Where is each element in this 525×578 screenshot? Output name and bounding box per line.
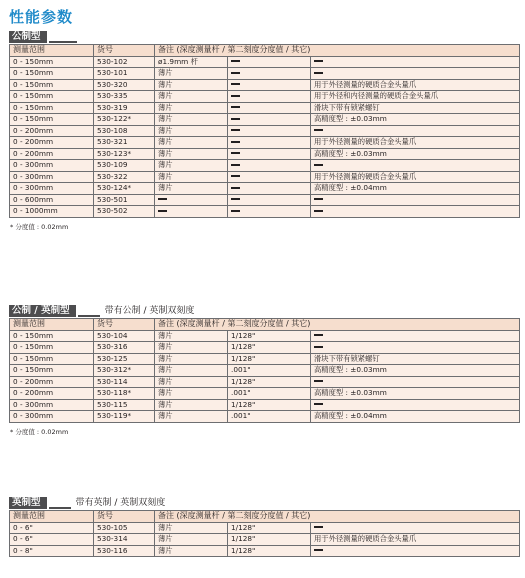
cell-second-scale: 1/128"	[228, 353, 311, 365]
cell-code: 530-108	[94, 125, 155, 137]
dash-mark	[231, 60, 240, 62]
cell-range: 0 - 200mm	[10, 376, 94, 388]
cell-other	[311, 206, 520, 218]
cell-depth-rod: 薄片	[155, 125, 228, 137]
dash-mark	[314, 164, 323, 166]
dash-mark	[231, 198, 240, 200]
cell-second-scale	[228, 148, 311, 160]
cell-second-scale: 1/128"	[228, 534, 311, 546]
section-subtitle: 带有英制 / 英制双刻度	[75, 498, 166, 508]
cell-range: 0 - 150mm	[10, 353, 94, 365]
cell-code: 530-114	[94, 376, 155, 388]
dash-mark	[231, 72, 240, 74]
cell-range: 0 - 200mm	[10, 137, 94, 149]
cell-other	[311, 399, 520, 411]
cell-depth-rod: 薄片	[155, 522, 228, 534]
cell-code: 530-316	[94, 342, 155, 354]
cell-code: 530-123*	[94, 148, 155, 160]
cell-range: 0 - 300mm	[10, 399, 94, 411]
cell-second-scale: 1/128"	[228, 342, 311, 354]
dash-mark	[231, 95, 240, 97]
cell-second-scale	[228, 125, 311, 137]
cell-second-scale	[228, 102, 311, 114]
table-row	[10, 342, 520, 354]
dash-mark	[231, 129, 240, 131]
cell-other	[311, 342, 520, 354]
header-range: 测量范围	[10, 45, 94, 57]
dash-mark	[314, 549, 323, 551]
cell-second-scale	[228, 160, 311, 172]
cell-range: 0 - 150mm	[10, 102, 94, 114]
cell-depth-rod: 薄片	[155, 399, 228, 411]
cell-other: 高精度型 : ±0.03mm	[311, 388, 520, 400]
cell-code: 530-119*	[94, 411, 155, 423]
cell-code: 530-122*	[94, 114, 155, 126]
table-header-row	[10, 319, 520, 331]
cell-second-scale: 1/128"	[228, 522, 311, 534]
cell-code: 530-125	[94, 353, 155, 365]
cell-range: 0 - 200mm	[10, 388, 94, 400]
table-row	[10, 353, 520, 365]
cell-range: 0 - 150mm	[10, 365, 94, 377]
cell-other: 滑块下带有锁紧螺钉	[311, 102, 520, 114]
cell-other	[311, 125, 520, 137]
cell-second-scale: .001"	[228, 388, 311, 400]
cell-depth-rod: 薄片	[155, 365, 228, 377]
dash-mark	[231, 175, 240, 177]
cell-second-scale	[228, 194, 311, 206]
section-heading	[9, 304, 519, 317]
cell-depth-rod: 薄片	[155, 353, 228, 365]
footnote: * 分度值 : 0.02mm	[10, 222, 69, 231]
cell-second-scale: 1/128"	[228, 330, 311, 342]
table-row	[10, 399, 520, 411]
table-header-row	[10, 511, 520, 523]
cell-depth-rod: 薄片	[155, 137, 228, 149]
dash-mark	[314, 334, 323, 336]
cell-code: 530-101	[94, 68, 155, 80]
cell-other	[311, 160, 520, 172]
section-metric	[9, 30, 519, 231]
dash-mark	[314, 72, 323, 74]
cell-depth-rod: 薄片	[155, 68, 228, 80]
section-tag: 公制 / 英制型	[9, 305, 76, 317]
cell-second-scale	[228, 137, 311, 149]
table-row	[10, 68, 520, 80]
cell-depth-rod: 薄片	[155, 342, 228, 354]
header-range: 测量范围	[10, 319, 94, 331]
cell-depth-rod	[155, 206, 228, 218]
table-row	[10, 330, 520, 342]
dash-mark	[314, 60, 323, 62]
dash-mark	[231, 141, 240, 143]
cell-code: 530-502	[94, 206, 155, 218]
dash-mark	[231, 118, 240, 120]
cell-other: 用于外径测量的硬质合金头量爪	[311, 79, 520, 91]
section-underline	[78, 315, 100, 317]
cell-code: 530-335	[94, 91, 155, 103]
cell-depth-rod: 薄片	[155, 102, 228, 114]
header-remark: 备注 (深度测量杆 / 第二刻度分度值 / 其它)	[155, 45, 520, 57]
cell-depth-rod: ø1.9mm 杆	[155, 56, 228, 68]
table-row	[10, 160, 520, 172]
cell-second-scale: 1/128"	[228, 376, 311, 388]
spec-table	[9, 510, 520, 557]
table-row	[10, 411, 520, 423]
cell-other	[311, 194, 520, 206]
cell-other	[311, 68, 520, 80]
cell-code: 530-116	[94, 545, 155, 557]
cell-range: 0 - 200mm	[10, 148, 94, 160]
cell-range: 0 - 150mm	[10, 56, 94, 68]
table-row	[10, 194, 520, 206]
cell-depth-rod: 薄片	[155, 171, 228, 183]
dash-mark	[314, 403, 323, 405]
cell-other: 高精度型 : ±0.04mm	[311, 411, 520, 423]
table-row	[10, 365, 520, 377]
spec-table	[9, 44, 520, 218]
cell-other: 高精度型 : ±0.04mm	[311, 183, 520, 195]
cell-other: 高精度型 : ±0.03mm	[311, 114, 520, 126]
cell-range: 0 - 300mm	[10, 171, 94, 183]
header-code: 货号	[94, 319, 155, 331]
cell-depth-rod: 薄片	[155, 183, 228, 195]
cell-code: 530-314	[94, 534, 155, 546]
section-underline	[49, 41, 77, 43]
cell-depth-rod	[155, 194, 228, 206]
cell-depth-rod: 薄片	[155, 330, 228, 342]
cell-range: 0 - 150mm	[10, 330, 94, 342]
section-inch	[9, 496, 519, 557]
cell-range: 0 - 200mm	[10, 125, 94, 137]
table-row	[10, 171, 520, 183]
section-metric-inch	[9, 304, 519, 436]
header-code: 货号	[94, 511, 155, 523]
section-subtitle: 带有公制 / 英制双刻度	[104, 306, 195, 316]
cell-range: 0 - 150mm	[10, 114, 94, 126]
section-tag: 英制型	[9, 497, 47, 509]
cell-code: 530-124*	[94, 183, 155, 195]
dash-mark	[314, 210, 323, 212]
cell-range: 0 - 8"	[10, 545, 94, 557]
cell-range: 0 - 150mm	[10, 342, 94, 354]
cell-second-scale	[228, 91, 311, 103]
cell-code: 530-105	[94, 522, 155, 534]
cell-other	[311, 545, 520, 557]
cell-second-scale: .001"	[228, 365, 311, 377]
table-row	[10, 376, 520, 388]
section-heading	[9, 30, 519, 43]
cell-other: 滑块下带有锁紧螺钉	[311, 353, 520, 365]
cell-range: 0 - 1000mm	[10, 206, 94, 218]
section-heading	[9, 496, 519, 509]
page-title: 性能参数	[9, 8, 74, 26]
dash-mark	[314, 380, 323, 382]
cell-other: 用于外径测量的硬质合金头量爪	[311, 171, 520, 183]
table-row	[10, 125, 520, 137]
dash-mark	[231, 106, 240, 108]
cell-depth-rod: 薄片	[155, 114, 228, 126]
cell-second-scale	[228, 206, 311, 218]
cell-second-scale: 1/128"	[228, 545, 311, 557]
cell-depth-rod: 薄片	[155, 388, 228, 400]
spec-table	[9, 318, 520, 423]
cell-other: 用于外径测量的硬质合金头量爪	[311, 137, 520, 149]
table-row	[10, 534, 520, 546]
cell-second-scale	[228, 114, 311, 126]
cell-other	[311, 376, 520, 388]
cell-depth-rod: 薄片	[155, 545, 228, 557]
dash-mark	[314, 526, 323, 528]
cell-code: 530-312*	[94, 365, 155, 377]
table-row	[10, 206, 520, 218]
cell-code: 530-104	[94, 330, 155, 342]
cell-depth-rod: 薄片	[155, 376, 228, 388]
cell-code: 530-109	[94, 160, 155, 172]
cell-depth-rod: 薄片	[155, 91, 228, 103]
cell-range: 0 - 150mm	[10, 79, 94, 91]
cell-other: 用于外径和内径测量的硬质合金头量爪	[311, 91, 520, 103]
header-remark: 备注 (深度测量杆 / 第二刻度分度值 / 其它)	[155, 319, 520, 331]
cell-code: 530-320	[94, 79, 155, 91]
cell-range: 0 - 6"	[10, 522, 94, 534]
cell-code: 530-118*	[94, 388, 155, 400]
cell-depth-rod: 薄片	[155, 411, 228, 423]
cell-range: 0 - 150mm	[10, 68, 94, 80]
cell-second-scale	[228, 68, 311, 80]
header-remark: 备注 (深度测量杆 / 第二刻度分度值 / 其它)	[155, 511, 520, 523]
table-row	[10, 102, 520, 114]
dash-mark	[231, 152, 240, 154]
cell-second-scale	[228, 79, 311, 91]
cell-range: 0 - 300mm	[10, 411, 94, 423]
header-code: 货号	[94, 45, 155, 57]
dash-mark	[231, 210, 240, 212]
cell-code: 530-319	[94, 102, 155, 114]
dash-mark	[314, 129, 323, 131]
cell-other	[311, 330, 520, 342]
section-underline	[49, 507, 71, 509]
cell-range: 0 - 150mm	[10, 91, 94, 103]
dash-mark	[231, 187, 240, 189]
cell-depth-rod: 薄片	[155, 160, 228, 172]
table-row	[10, 79, 520, 91]
table-header-row	[10, 45, 520, 57]
dash-mark	[158, 198, 167, 200]
section-tag: 公制型	[9, 31, 47, 43]
table-row	[10, 388, 520, 400]
cell-other: 用于外径测量的硬质合金头量爪	[311, 534, 520, 546]
cell-code: 530-102	[94, 56, 155, 68]
table-row	[10, 522, 520, 534]
table-row	[10, 137, 520, 149]
cell-other	[311, 56, 520, 68]
table-row	[10, 114, 520, 126]
cell-second-scale	[228, 183, 311, 195]
cell-code: 530-321	[94, 137, 155, 149]
cell-second-scale: .001"	[228, 411, 311, 423]
cell-other	[311, 522, 520, 534]
cell-code: 530-322	[94, 171, 155, 183]
cell-range: 0 - 300mm	[10, 183, 94, 195]
dash-mark	[158, 210, 167, 212]
dash-mark	[314, 198, 323, 200]
cell-depth-rod: 薄片	[155, 79, 228, 91]
table-row	[10, 148, 520, 160]
cell-other: 高精度型 : ±0.03mm	[311, 365, 520, 377]
dash-mark	[314, 346, 323, 348]
cell-range: 0 - 300mm	[10, 160, 94, 172]
cell-depth-rod: 薄片	[155, 534, 228, 546]
footnote: * 分度值 : 0.02mm	[10, 427, 69, 436]
dash-mark	[231, 164, 240, 166]
table-row	[10, 91, 520, 103]
header-range: 测量范围	[10, 511, 94, 523]
cell-other: 高精度型 : ±0.03mm	[311, 148, 520, 160]
cell-range: 0 - 600mm	[10, 194, 94, 206]
cell-second-scale	[228, 56, 311, 68]
cell-code: 530-501	[94, 194, 155, 206]
table-row	[10, 56, 520, 68]
cell-range: 0 - 6"	[10, 534, 94, 546]
table-row	[10, 183, 520, 195]
dash-mark	[231, 83, 240, 85]
cell-second-scale	[228, 171, 311, 183]
table-row	[10, 545, 520, 557]
cell-code: 530-115	[94, 399, 155, 411]
cell-second-scale: 1/128"	[228, 399, 311, 411]
cell-depth-rod: 薄片	[155, 148, 228, 160]
